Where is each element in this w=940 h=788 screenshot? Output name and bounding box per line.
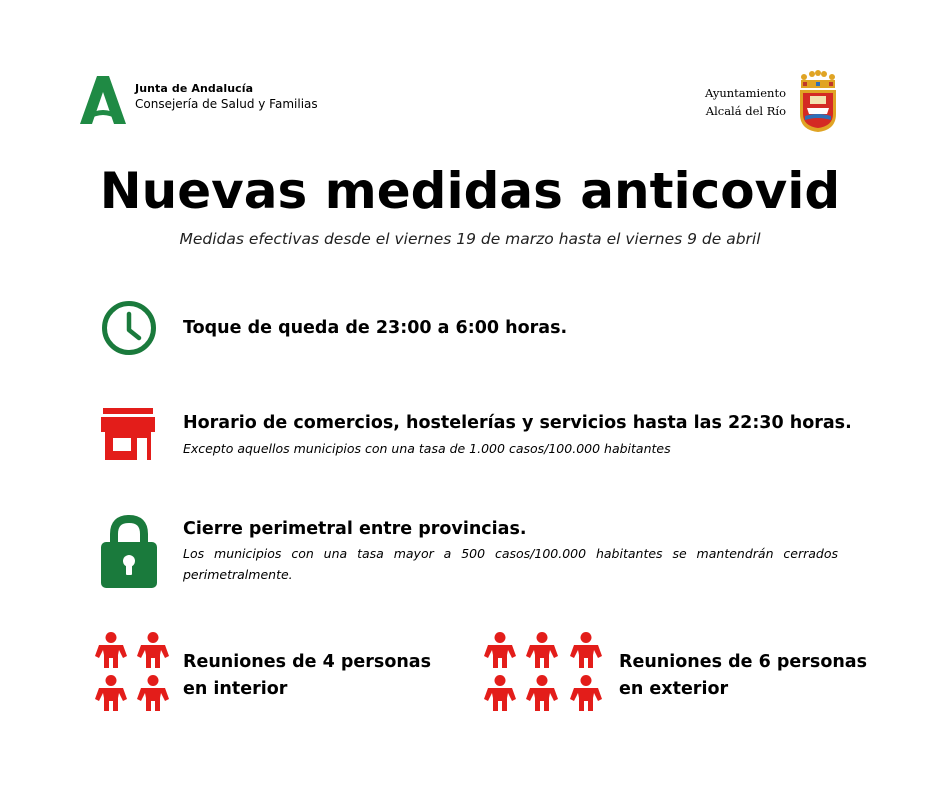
reunion-indoor-line1: Reuniones de 4 personas — [183, 652, 432, 672]
reunion-indoor-text — [183, 649, 443, 703]
ayuntamiento-name — [690, 84, 786, 120]
reunion-indoor-line2: en interior — [183, 679, 288, 699]
business-hours-note: Excepto aquellos municipios con una tasa de 1.000 casos/100.000 habitantes — [183, 441, 671, 456]
page-title: Nuevas medidas anticovid — [99, 162, 841, 220]
junta-andalucia-logo — [80, 76, 126, 124]
padlock-icon — [101, 514, 157, 588]
curfew-headline: Toque de queda de 23:00 a 6:00 horas. — [183, 318, 568, 338]
perimeter-closure-headline: Cierre perimetral entre provincias. — [183, 519, 527, 539]
reunion-outdoor-text — [619, 649, 879, 703]
people-6-icon — [482, 630, 608, 712]
coat-of-arms-icon — [798, 70, 838, 132]
business-hours-headline: Horario de comercios, hostelerías y servicios hasta las 22:30 horas. — [183, 413, 852, 433]
people-4-icon — [92, 630, 172, 712]
reunion-outdoor-line1: Reuniones de 6 personas — [619, 652, 868, 672]
reunion-outdoor-line2: en exterior — [619, 679, 729, 699]
junta-name: Junta de Andalucía — [135, 82, 254, 95]
ayuntamiento-line2: Alcalá del Río — [705, 104, 786, 118]
ayuntamiento-line1: Ayuntamiento — [705, 86, 786, 100]
clock-icon — [101, 300, 157, 356]
page-subtitle: Medidas efectivas desde el viernes 19 de marzo hasta el viernes 9 de abril — [179, 230, 761, 248]
store-icon — [101, 408, 155, 460]
perimeter-closure-note: Los municipios con una tasa mayor a 500 casos/100.000 habitantes se mantendrán cerrados perimetralmente. — [183, 546, 838, 582]
junta-department: Consejería de Salud y Familias — [135, 97, 318, 111]
